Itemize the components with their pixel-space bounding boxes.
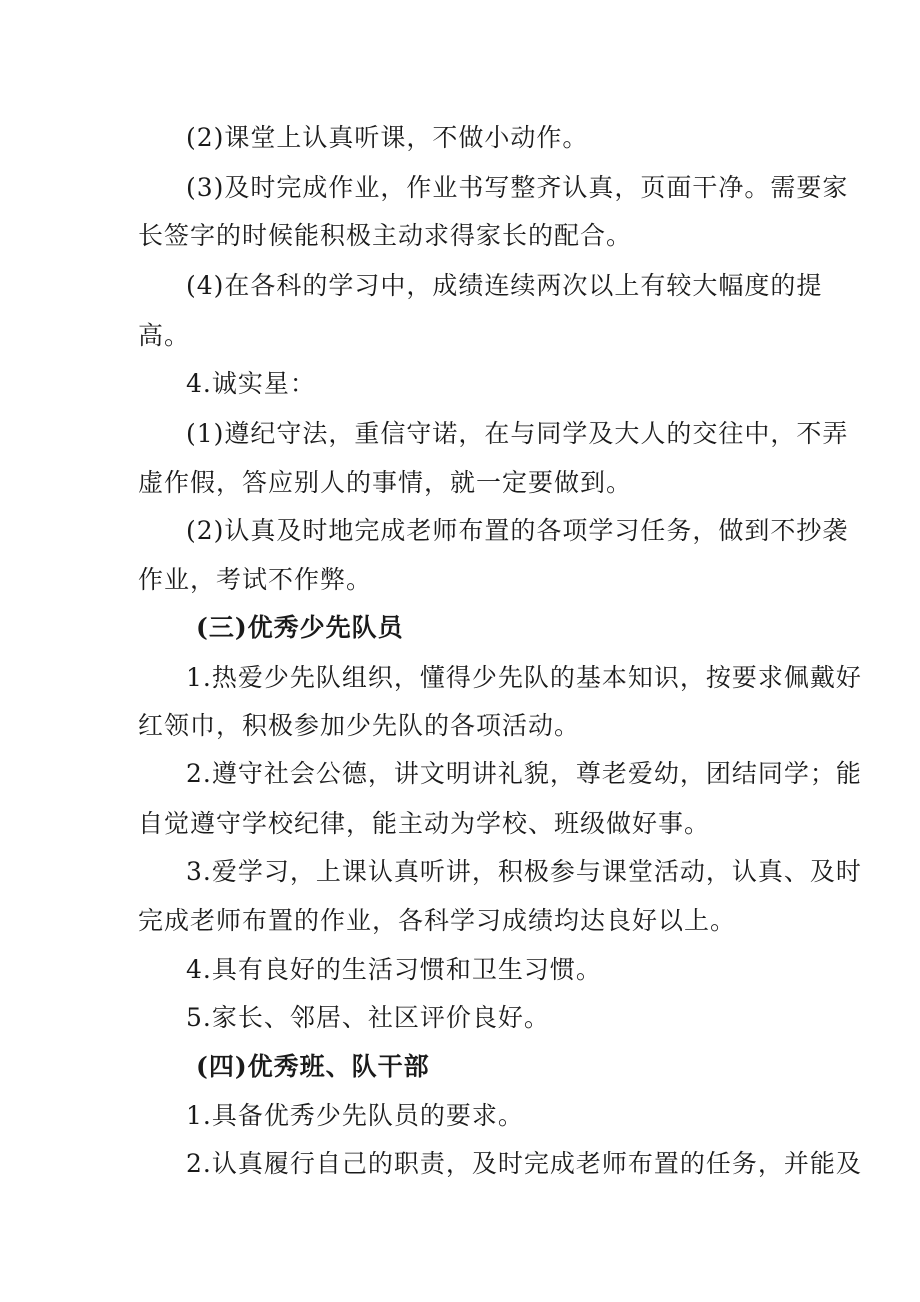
paragraph-line: 作业，考试不作弊。 (138, 565, 373, 594)
paragraph-line: 完成老师布置的作业，各科学习成绩均达良好以上。 (138, 906, 737, 935)
paragraph-line: 5.家长、邻居、社区评价良好。 (186, 1003, 550, 1032)
paragraph-line: 虚作假，答应别人的事情，就一定要做到。 (138, 468, 633, 497)
paragraph-line: 1.具备优秀少先队员的要求。 (186, 1101, 524, 1130)
paragraph-line: 4.具有良好的生活习惯和卫生习惯。 (186, 955, 602, 984)
paragraph-line: 长签字的时候能积极主动求得家长的配合。 (138, 221, 633, 250)
paragraph-line: 2.遵守社会公德，讲文明讲礼貌，尊老爱幼，团结同学；能 (186, 759, 862, 788)
paragraph-line: 3.爱学习，上课认真听讲，积极参与课堂活动，认真、及时 (186, 857, 862, 886)
paragraph-line: 红领巾，积极参加少先队的各项活动。 (138, 711, 581, 740)
paragraph-line: (1)遵纪守法，重信守诺，在与同学及大人的交往中，不弄 (186, 419, 849, 448)
section-heading: (四)优秀班、队干部 (196, 1052, 430, 1081)
section-heading: (三)优秀少先队员 (196, 613, 404, 642)
paragraph-line: (4)在各科的学习中，成绩连续两次以上有较大幅度的提 (186, 271, 823, 300)
section-heading: 4.诚实星： (186, 369, 316, 398)
paragraph-line: (2)认真及时地完成老师布置的各项学习任务，做到不抄袭 (186, 516, 849, 545)
paragraph-line: 自觉遵守学校纪律，能主动为学校、班级做好事。 (138, 809, 711, 838)
paragraph-line: 2.认真履行自己的职责，及时完成老师布置的任务，并能及 (186, 1149, 862, 1178)
paragraph-line: 高。 (138, 321, 191, 350)
paragraph-line: (2)课堂上认真听课，不做小动作。 (186, 123, 589, 152)
paragraph-line: (3)及时完成作业，作业书写整齐认真，页面干净。需要家 (186, 173, 849, 202)
paragraph-line: 1.热爱少先队组织，懂得少先队的基本知识，按要求佩戴好 (186, 663, 862, 692)
